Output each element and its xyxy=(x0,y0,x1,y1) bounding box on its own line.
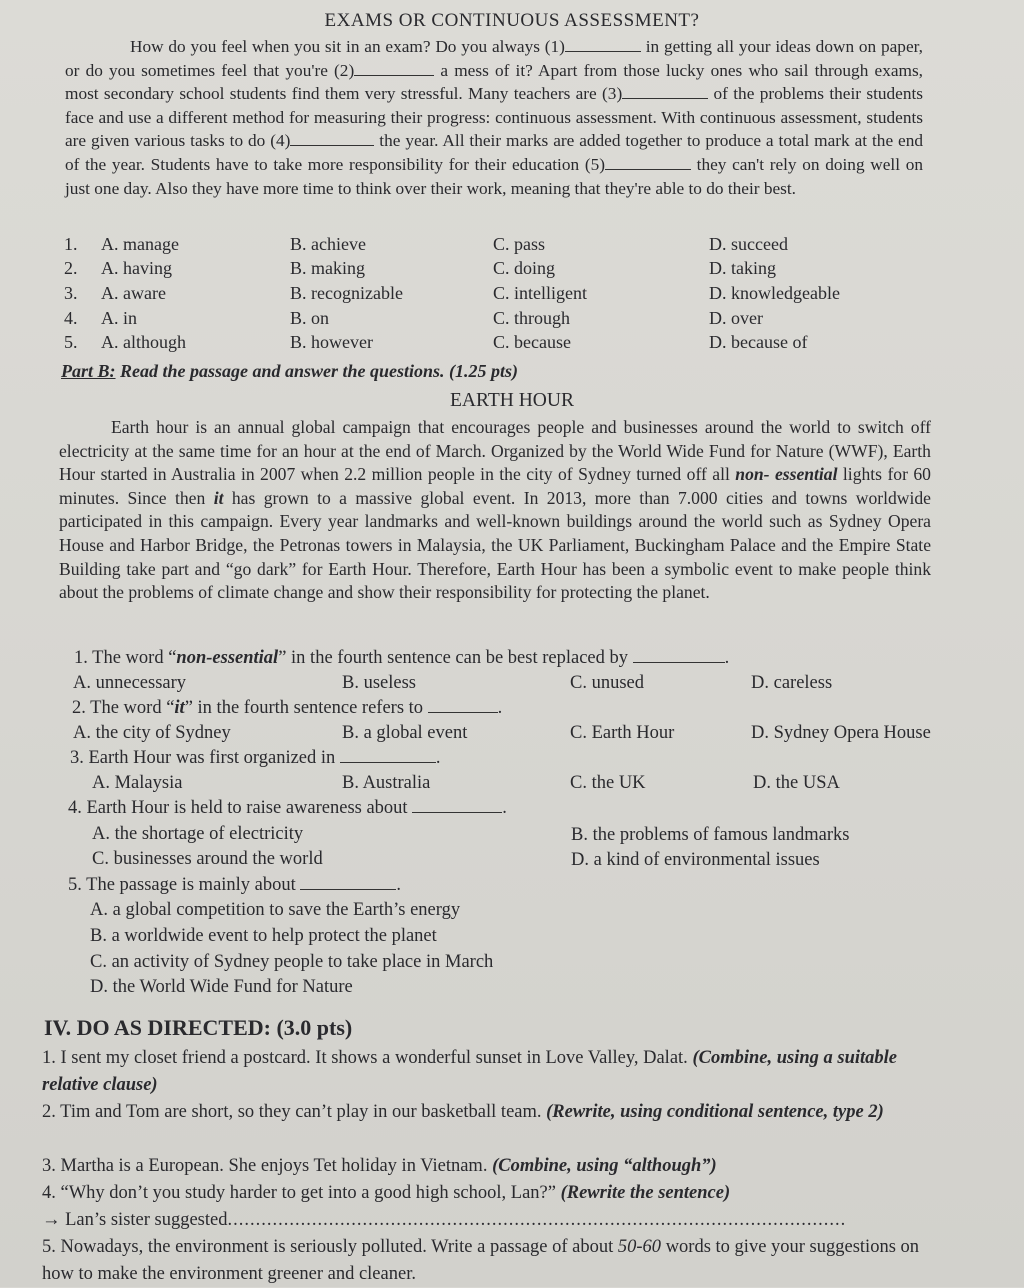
q1-option-a[interactable]: A. unnecessary xyxy=(73,673,187,693)
option-c[interactable]: C. pass xyxy=(493,234,546,254)
q1-option-b[interactable]: B. useless xyxy=(342,673,416,693)
q5-option-c[interactable]: C. an activity of Sydney people to take place in March xyxy=(90,952,494,972)
passage-line: their work, meaning that they're able to do their best. xyxy=(430,178,797,198)
option-a[interactable]: A. manage xyxy=(101,234,179,254)
option-c[interactable]: C. doing xyxy=(493,258,556,278)
q1-option-d[interactable]: D. careless xyxy=(751,673,833,693)
q2-option-c[interactable]: C. Earth Hour xyxy=(570,723,675,743)
directed-item-4: 4. “Why don’t you study harder to get into a good high school, Lan?” (Rewrite the sentence) xyxy=(42,1183,731,1203)
passage-line: problems their students face and use a different method for measuring their progress: continuous assessment. xyxy=(65,84,923,127)
q4-option-b[interactable]: B. the problems of famous landmarks xyxy=(571,825,850,845)
option-d[interactable]: D. succeed xyxy=(709,234,788,254)
option-d[interactable]: D. knowledgeable xyxy=(709,283,840,303)
option-b[interactable]: B. recognizable xyxy=(290,283,403,303)
q5-option-d[interactable]: D. the World Wide Fund for Nature xyxy=(90,977,353,997)
question-5: 5. The passage is mainly about . xyxy=(68,875,402,895)
option-b[interactable]: B. making xyxy=(290,258,365,278)
option-b[interactable]: B. on xyxy=(290,308,330,328)
option-c[interactable]: C. because xyxy=(493,332,571,352)
q2-option-d[interactable]: D. Sydney Opera House xyxy=(751,723,931,743)
earth-hour-title: EARTH HOUR xyxy=(450,390,574,411)
answer-blank[interactable] xyxy=(340,761,436,763)
answer-blank[interactable] xyxy=(412,811,502,813)
section-iv-title: IV. DO AS DIRECTED: (3.0 pts) xyxy=(44,1015,353,1040)
option-d[interactable]: D. taking xyxy=(709,258,776,278)
option-number: 2. xyxy=(64,258,78,278)
directed-item-3: 3. Martha is a European. She enjoys Tet holiday in Vietnam. (Combine, using “although”) xyxy=(42,1156,717,1176)
option-number: 3. xyxy=(64,283,78,303)
answer-blank[interactable] xyxy=(300,888,396,890)
passage-line: How do you feel when you sit in an exam? Do you always (1) xyxy=(130,37,565,56)
option-b[interactable]: B. however xyxy=(290,332,373,352)
blank-1[interactable] xyxy=(565,50,641,52)
answer-dots[interactable]: .............................................................................................................. xyxy=(227,1210,847,1230)
directed-item-4-answer[interactable]: → Lan’s sister suggested.............................................................................................................. xyxy=(42,1210,847,1230)
q5-option-b[interactable]: B. a worldwide event to help protect the planet xyxy=(90,926,437,946)
q3-option-d[interactable]: D. the USA xyxy=(753,773,840,793)
option-number: 5. xyxy=(64,332,78,352)
emphasis-essential: essential xyxy=(774,464,838,485)
passage-line: education (5) xyxy=(511,154,605,174)
directed-item-1: 1. I sent my closet friend a postcard. It shows a wonderful sunset in Love Valley, Dalat. (Combine, using a suitable relative clause) xyxy=(42,1048,898,1095)
option-a[interactable]: A. in xyxy=(101,308,137,328)
q2-option-b[interactable]: B. a global event xyxy=(342,723,468,743)
q3-option-a[interactable]: A. Malaysia xyxy=(92,773,183,793)
option-a[interactable]: A. having xyxy=(101,258,172,278)
blank-2[interactable] xyxy=(354,74,434,76)
option-c[interactable]: C. through xyxy=(493,308,571,328)
answer-blank[interactable] xyxy=(428,711,498,713)
emphasis-non: non- xyxy=(735,464,770,485)
part-b-heading xyxy=(61,361,518,382)
q4-option-a[interactable]: A. the shortage of electricity xyxy=(92,824,304,844)
q3-option-b[interactable]: B. Australia xyxy=(342,773,431,793)
blank-4[interactable] xyxy=(290,144,374,146)
option-d[interactable]: D. over xyxy=(709,308,763,328)
part-b-instruction: Read the passage and answer the questions. (1.25 pts) xyxy=(115,361,519,381)
option-number: 4. xyxy=(64,308,78,328)
q5-option-a[interactable]: A. a global competition to save the Earth’s energy xyxy=(90,900,461,920)
passage-line: through exams, most secondary school students find them very stressful. Many teachers are (3) xyxy=(65,60,923,104)
option-number: 1. xyxy=(64,234,78,254)
option-a[interactable]: A. aware xyxy=(101,283,166,303)
part-a-title: EXAMS OR CONTINUOUS ASSESSMENT? xyxy=(324,10,700,31)
q2-option-a[interactable]: A. the city of Sydney xyxy=(73,723,231,743)
option-c[interactable]: C. intelligent xyxy=(493,283,587,303)
answer-blank[interactable] xyxy=(633,661,725,663)
passage-line: With continuous assessment, students are given various tasks to do (4) xyxy=(65,107,924,151)
part-b-passage: Earth hour is an annual global campaign that encourages people and businesses around the world to switch off electricity at the same time for an hour at the end of March. Organized by the World Wide Fund for Nature (WWF), Earth Hour started in Australia in 2007 when 2.2 million people in the city of Sydney turned off all non- essential lights for 60 minutes. Since then it has grown to a massive global event. In 2013, more than 7.000 cities and towns worldwide participated in this campaign. Every year landmarks and well-known buildings around the world such as Sydney Opera House and Harbor Bridge, the Petronas towers in Malaysia, the UK Parliament, Buckingham Palace and the Empire State Building take part and “go dark” for Earth Hour. Therefore, Earth Hour has been a symbolic event to make people think about the problems of climate change and show their responsibility for protecting the planet. xyxy=(59,417,931,603)
directed-item-2: 2. Tim and Tom are short, so they can’t play in our basketball team. (Rewrite, using conditional sentence, type 2) xyxy=(42,1102,884,1122)
question-4: 4. Earth Hour is held to raise awareness about . xyxy=(68,798,507,818)
q4-option-c[interactable]: C. businesses around the world xyxy=(92,849,323,869)
option-d[interactable]: D. because of xyxy=(709,332,808,352)
part-b-label: Part B: xyxy=(61,361,116,381)
question-3: 3. Earth Hour was first organized in . xyxy=(70,748,441,768)
part-a-passage: How do you feel when you sit in an exam? Do you always (1) in getting all your ideas down on paper, or do you sometimes feel that you're (2) a mess of it? Apart from those lucky ones who sail through exams, most secondary school students find them very stressful. Many teachers are (3) of the problems their students face and use a different method for measuring their progress: continuous assessment. With continuous assessment, students are given various tasks to do (4) the year. All their marks are added together to produce a total mark at the end of the year. Students have to take more responsibility for their education (5) they can't rely on doing well on just one day. Also they have more time to think over their work, meaning that they're able to do their best. xyxy=(65,37,924,198)
q4-option-d[interactable]: D. a kind of environmental issues xyxy=(571,850,820,870)
question-1: 1. The word “non-essential” in the fourth sentence can be best replaced by . xyxy=(74,648,730,668)
option-a[interactable]: A. although xyxy=(101,332,186,352)
q1-option-c[interactable]: C. unused xyxy=(570,673,644,693)
question-2: 2. The word “it” in the fourth sentence refers to . xyxy=(72,698,503,718)
directed-item-5: 5. Nowadays, the environment is seriously polluted. Write a passage of about 50-60 words to give your suggestions on how to make the environment greener and cleaner. xyxy=(42,1237,920,1284)
emphasis-it: it xyxy=(213,487,224,508)
blank-3[interactable] xyxy=(622,97,708,99)
option-b[interactable]: B. achieve xyxy=(290,234,366,254)
passage-line: added together to produce a total mark at the end of the year. Students have to take more responsibility for their xyxy=(65,131,923,174)
passage-line: on paper, or do you sometimes feel that you're (2) xyxy=(65,37,924,80)
blank-5[interactable] xyxy=(605,168,691,170)
q3-option-c[interactable]: C. the UK xyxy=(570,773,646,793)
